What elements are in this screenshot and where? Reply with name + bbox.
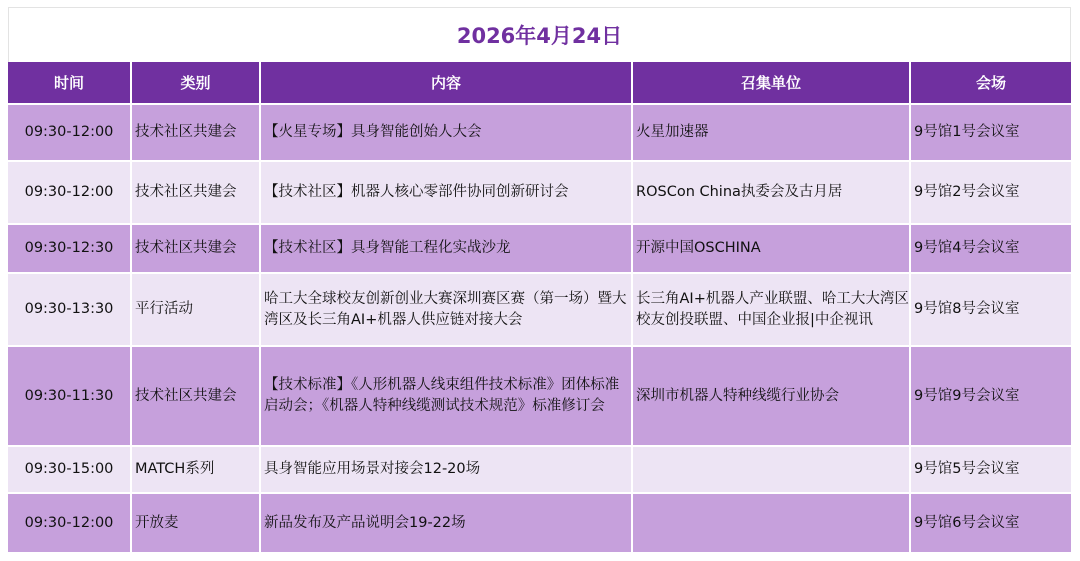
header-category: 类别	[132, 62, 261, 103]
cell-content: 【火星专场】具身智能创始人大会	[261, 103, 633, 160]
cell-venue: 9号馆9号会议室	[911, 345, 1071, 445]
table-header-row	[8, 62, 1071, 103]
cell-content: 具身智能应用场景对接会12-20场	[261, 445, 633, 492]
cell-category: 技术社区共建会	[132, 223, 261, 272]
header-content: 内容	[261, 62, 633, 103]
cell-venue: 9号馆5号会议室	[911, 445, 1071, 492]
cell-content: 【技术社区】机器人核心零部件协同创新研讨会	[261, 160, 633, 223]
cell-category: MATCH系列	[132, 445, 261, 492]
cell-time: 09:30-12:00	[8, 103, 132, 160]
cell-time: 09:30-13:30	[8, 272, 132, 345]
schedule-container	[8, 7, 1071, 552]
cell-organizer	[633, 492, 911, 552]
cell-category: 技术社区共建会	[132, 103, 261, 160]
table-row	[8, 103, 1071, 160]
schedule-date-title: 2026年4月24日	[8, 7, 1071, 62]
table-row	[8, 272, 1071, 345]
cell-category: 平行活动	[132, 272, 261, 345]
cell-category: 开放麦	[132, 492, 261, 552]
table-row	[8, 445, 1071, 492]
cell-time: 09:30-15:00	[8, 445, 132, 492]
table-row	[8, 492, 1071, 552]
cell-category: 技术社区共建会	[132, 160, 261, 223]
cell-category: 技术社区共建会	[132, 345, 261, 445]
cell-organizer	[633, 445, 911, 492]
cell-venue: 9号馆4号会议室	[911, 223, 1071, 272]
cell-organizer: 长三角AI+机器人产业联盟、哈工大大湾区校友创投联盟、中国企业报|中企视讯	[633, 272, 911, 345]
cell-content: 【技术标准】《人形机器人线束组件技术标准》团体标准启动会；《机器人特种线缆测试技术规范》标准修订会	[261, 345, 633, 445]
cell-content: 【技术社区】具身智能工程化实战沙龙	[261, 223, 633, 272]
cell-content: 新品发布及产品说明会19-22场	[261, 492, 633, 552]
cell-organizer: 火星加速器	[633, 103, 911, 160]
table-row	[8, 160, 1071, 223]
cell-time: 09:30-11:30	[8, 345, 132, 445]
cell-time: 09:30-12:00	[8, 160, 132, 223]
cell-venue: 9号馆1号会议室	[911, 103, 1071, 160]
header-organizer: 召集单位	[633, 62, 911, 103]
cell-venue: 9号馆8号会议室	[911, 272, 1071, 345]
schedule-table	[8, 62, 1071, 552]
cell-organizer: ROSCon China执委会及古月居	[633, 160, 911, 223]
table-row	[8, 223, 1071, 272]
header-time: 时间	[8, 62, 132, 103]
cell-time: 09:30-12:00	[8, 492, 132, 552]
cell-venue: 9号馆2号会议室	[911, 160, 1071, 223]
header-venue: 会场	[911, 62, 1071, 103]
cell-organizer: 开源中国OSCHINA	[633, 223, 911, 272]
cell-organizer: 深圳市机器人特种线缆行业协会	[633, 345, 911, 445]
table-row	[8, 345, 1071, 445]
cell-content: 哈工大全球校友创新创业大赛深圳赛区赛（第一场）暨大湾区及长三角AI+机器人供应链对接大会	[261, 272, 633, 345]
cell-time: 09:30-12:30	[8, 223, 132, 272]
cell-venue: 9号馆6号会议室	[911, 492, 1071, 552]
